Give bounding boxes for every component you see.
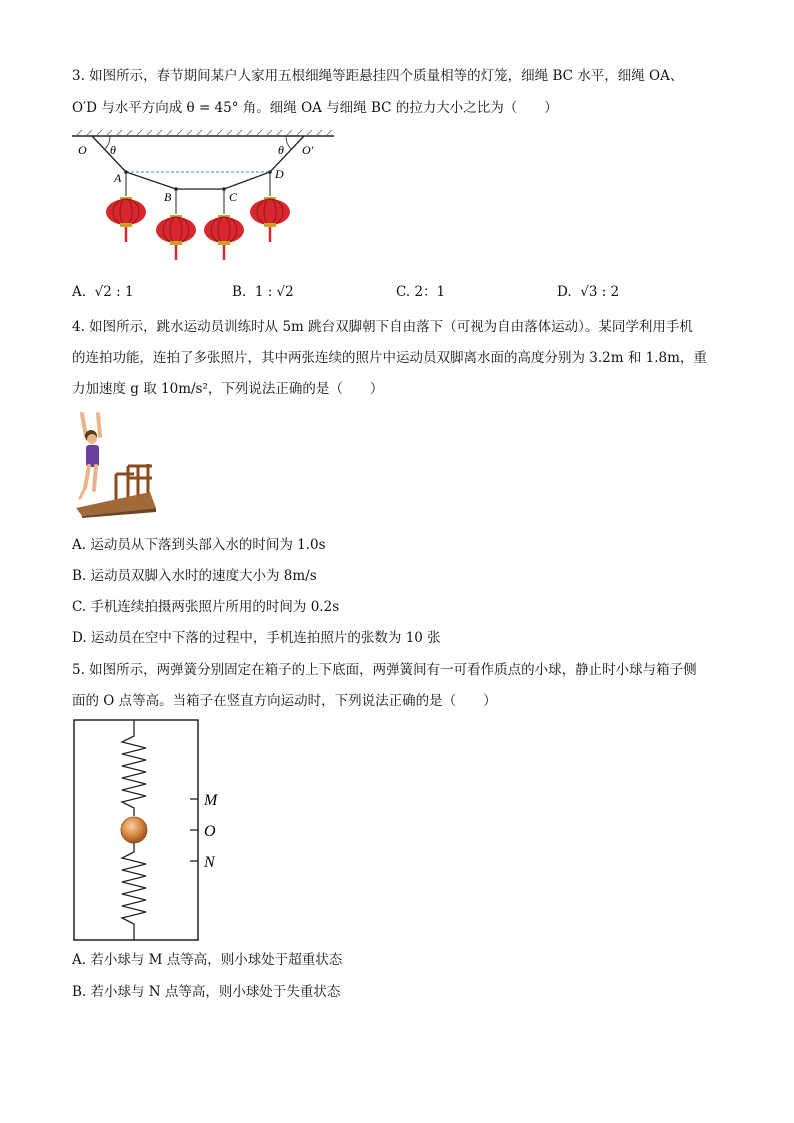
q5-spring-box-figure <box>72 718 232 942</box>
lantern-icon <box>204 215 244 260</box>
q3-stem-line1: 3. 如图所示，春节期间某户人家用五根细绳等距悬挂四个质量相等的灯笼，细绳 BC 水平，细绳 OA、 <box>72 68 684 84</box>
q3-lantern-figure <box>70 128 345 264</box>
option-text: 2：1 <box>414 284 446 300</box>
q5-option-a[interactable]: A. 若小球与 M 点等高，则小球处于超重状态 <box>72 952 343 968</box>
lantern-icon <box>156 215 196 260</box>
q4-diver-figure <box>72 408 158 518</box>
option-text: 1 : √2 <box>254 284 294 300</box>
option-letter: A. <box>72 284 87 300</box>
option-letter: C. <box>396 284 411 300</box>
label-O: O <box>204 823 216 840</box>
q4-option-d[interactable]: D. 运动员在空中下落的过程中，手机连拍照片的张数为 10 张 <box>72 630 441 646</box>
label-theta-left: θ <box>110 143 116 157</box>
q5-option-b[interactable]: B. 若小球与 N 点等高，则小球处于失重状态 <box>72 984 341 1000</box>
ball-icon <box>121 817 147 843</box>
label-D: D <box>275 167 284 181</box>
rope-path <box>92 136 304 189</box>
label-theta-right: θ <box>278 143 284 157</box>
angle-arc-right <box>286 136 291 149</box>
q3-option-c[interactable] <box>396 282 445 302</box>
q4-stem-line2: 的连拍功能，连拍了多张照片，其中两张连续的照片中运动员双脚离水面的高度分别为 3.2m 和 1.8m，重 <box>72 350 707 366</box>
q4-option-a[interactable]: A. 运动员从下落到头部入水的时间为 1.0s <box>72 537 326 553</box>
lantern-icon <box>250 197 290 242</box>
q3-option-b[interactable] <box>232 282 294 302</box>
lantern-icon <box>106 197 146 242</box>
ceiling-hatch <box>76 130 332 136</box>
q5-stem-line1: 5. 如图所示，两弹簧分别固定在箱子的上下底面，两弹簧间有一可看作质点的小球，静止时小球与箱子侧 <box>72 662 697 678</box>
option-letter: B. <box>232 284 247 300</box>
label-N: N <box>204 854 215 871</box>
label-O-prime: O′ <box>302 143 314 157</box>
option-text: √2 : 1 <box>94 284 134 300</box>
q3-option-d[interactable] <box>557 282 619 302</box>
q5-stem-line2: 面的 O 点等高。当箱子在竖直方向运动时，下列说法正确的是（ ） <box>72 693 497 709</box>
q4-option-c[interactable]: C. 手机连续拍摄两张照片所用的时间为 0.2s <box>72 599 340 615</box>
option-letter: D. <box>557 284 572 300</box>
q4-option-b[interactable]: B. 运动员双脚入水时的速度大小为 8m/s <box>72 568 317 584</box>
label-B: B <box>164 190 172 204</box>
label-O: O <box>78 143 87 157</box>
q3-option-a[interactable] <box>72 282 134 302</box>
q4-stem-line1: 4. 如图所示，跳水运动员训练时从 5m 跳台双脚朝下自由落下（可视为自由落体运动）。某同学利用手机 <box>72 319 693 335</box>
label-M: M <box>204 792 218 809</box>
option-text: √3 : 2 <box>580 284 620 300</box>
label-C: C <box>229 190 238 204</box>
label-A: A <box>114 171 122 185</box>
q4-stem-line3: 力加速度 g 取 10m/s²，下列说法正确的是（ ） <box>72 381 384 397</box>
diver-icon <box>80 414 100 498</box>
q3-stem-line2: O′D 与水平方向成 θ = 45° 角。细绳 OA 与细绳 BC 的拉力大小之比为（ ） <box>72 100 558 116</box>
